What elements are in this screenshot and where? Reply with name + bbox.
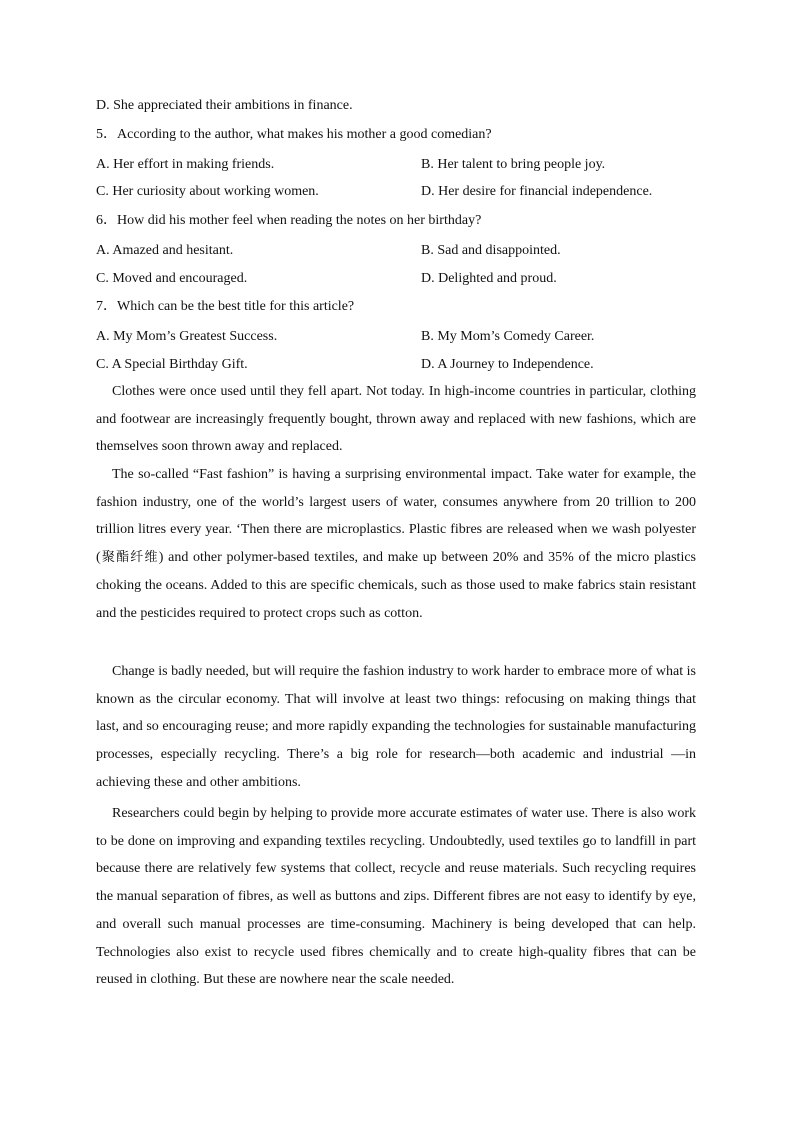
paragraph-2-text-end: ) and other polymer-based textiles, and make up between 20% and 35% of the micro plastics choking the oceans. Added to this are specific chemicals, such as those used to make fabrics stain resistant and the pesticides required to protect crops such as cotton. xyxy=(96,550,696,621)
question-5-option-d: D. Her desire for financial independence. xyxy=(421,184,653,199)
question-6-stem: 6．How did his mother feel when reading the notes on her birthday? xyxy=(96,213,482,228)
passage-paragraph-3: Change is badly needed, but will require the fashion industry to work harder to embrace more of what is known as the circular economy. That will involve at least two things: refocusing on making things that last, and so encouraging reuse; and more rapidly expanding the technologies for sustainable manufacturing processes, especially recycling. There’s a big role for research—both academic and industrial —in achieving these and other ambitions. xyxy=(96,664,696,790)
question-5-option-a: A. Her effort in making friends. xyxy=(96,157,275,172)
question-7-option-c: C. A Special Birthday Gift. xyxy=(96,357,248,372)
question-5-option-b: B. Her talent to bring people joy. xyxy=(421,157,606,172)
question-5-stem: 5．According to the author, what makes his mother a good comedian? xyxy=(96,127,492,142)
question-7-option-a: A. My Mom’s Greatest Success. xyxy=(96,329,278,344)
question-7-option-d: D. A Journey to Independence. xyxy=(421,357,594,372)
question-6-option-a: A. Amazed and hesitant. xyxy=(96,243,234,258)
question-6-option-c: C. Moved and encouraged. xyxy=(96,271,248,286)
paragraph-2-text-start: The so-called “Fast fashion” is having a surprising environmental impact. Take water for example, the fashion industry, one of the world’s largest users of water, consumes anywhere from 20 trillion to 200 trillion litres every year. ‘Then there are microplastics. Plastic fibres are released when we wash polyester ( xyxy=(96,467,696,566)
passage-paragraph-4: Researchers could begin by helping to provide more accurate estimates of water use. There is also work to be done on improving and expanding textiles recycling. Undoubtedly, used textiles go to landfill in part because there are relatively few systems that collect, recycle and reuse materials. Such recycling requires the manual separation of fibres, as well as buttons and zips. Different fibres are not easy to identify by eye, and overall such manual processes are time-consuming. Machinery is being developed that can help. Technologies also exist to recycle used fibres chemically and to create high-quality fibres that can be reused in clothing. But these are nowhere near the scale needed. xyxy=(96,806,696,988)
passage-paragraph-2 xyxy=(96,461,696,627)
question-7-option-b: B. My Mom’s Comedy Career. xyxy=(421,329,595,344)
paragraph-2-chinese-gloss: 聚酯纤维 xyxy=(100,550,159,566)
question-6-option-b: B. Sad and disappointed. xyxy=(421,243,561,258)
question-6-option-d: D. Delighted and proud. xyxy=(421,271,557,286)
passage-paragraph-1: Clothes were once used until they fell apart. Not today. In high-income countries in particular, clothing and footwear are increasingly frequently bought, thrown away and replaced with new fashions, which are themselves soon thrown away and replaced. xyxy=(96,384,696,455)
q4-option-d: D. She appreciated their ambitions in finance. xyxy=(96,98,353,113)
question-7-stem: 7．Which can be the best title for this article? xyxy=(96,299,355,314)
question-5-option-c: C. Her curiosity about working women. xyxy=(96,184,319,199)
